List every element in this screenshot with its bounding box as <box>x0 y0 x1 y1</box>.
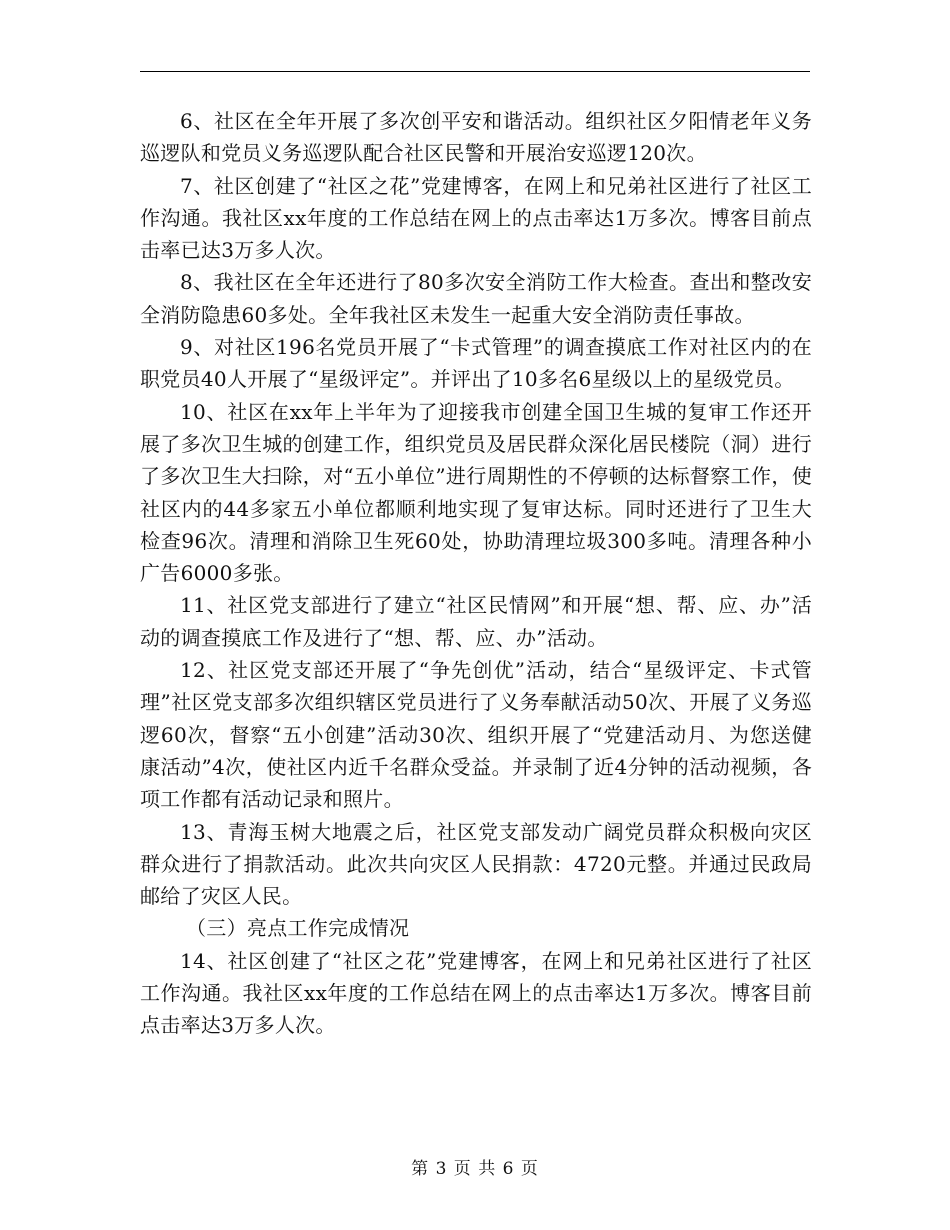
paragraph-item-8: 8、我社区在全年还进行了80多次安全消防工作大检查。查出和整改安全消防隐患60多处。全年我社区未发生一起重大安全消防责任事故。 <box>140 270 812 327</box>
page-number-footer: 第 3 页 共 6 页 <box>411 1159 539 1179</box>
paragraph-item-7: 7、社区创建了“社区之花”党建博客，在网上和兄弟社区进行了社区工作沟通。我社区xx年度的工作总结在网上的点击率达1万多次。博客目前点击率已达3万多人次。 <box>140 173 812 263</box>
paragraph-item-14: 14、社区创建了“社区之花”党建博客，在网上和兄弟社区进行了社区工作沟通。我社区xx年度的工作总结在网上的点击率达1万多次。博客目前点击率达3万多人次。 <box>140 948 812 1038</box>
paragraph-item-10: 10、社区在xx年上半年为了迎接我市创建全国卫生城的复审工作还开展了多次卫生城的创建工作，组织党员及居民群众深化居民楼院（洞）进行了多次卫生大扫除，对“五小单位”进行周期性的不停顿的达标督察工作，使社区内的44多家五小单位都顺利地实现了复审达标。同时还进行了卫生大检查96次。清理和消除卫生死60处，协助清理垃圾300多吨。清理各种小广告6000多张。 <box>140 399 812 586</box>
paragraph-item-6: 6、社区在全年开展了多次创平安和谐活动。组织社区夕阳情老年义务巡逻队和党员义务巡逻队配合社区民警和开展治安巡逻120次。 <box>140 109 812 166</box>
paragraph-item-12: 12、社区党支部还开展了“争先创优”活动，结合“星级评定、卡式管理”社区党支部多次组织辖区党员进行了义务奉献活动50次、开展了义务巡逻60次，督察“五小创建”活动30次、组织开展了“党建活动月、为您送健康活动”4次，使社区内近千名群众受益。并录制了近4分钟的活动视频，各项工作都有活动记录和照片。 <box>140 658 812 812</box>
document-body <box>140 105 812 1042</box>
section-subheading: （三）亮点工作完成情况 <box>186 916 410 941</box>
header-rule <box>140 71 810 72</box>
paragraph-item-11: 11、社区党支部进行了建立“社区民情网”和开展“想、帮、应、办”活动的调查摸底工作及进行了“想、帮、应、办”活动。 <box>140 593 812 650</box>
paragraph-item-9: 9、对社区196名党员开展了“卡式管理”的调查摸底工作对社区内的在职党员40人开展了“星级评定”。并评出了10多名6星级以上的星级党员。 <box>140 335 812 392</box>
paragraph-item-13: 13、青海玉树大地震之后，社区党支部发动广阔党员群众积极向灾区群众进行了捐款活动。此次共向灾区人民捐款：4720元整。并通过民政局邮给了灾区人民。 <box>140 819 812 909</box>
